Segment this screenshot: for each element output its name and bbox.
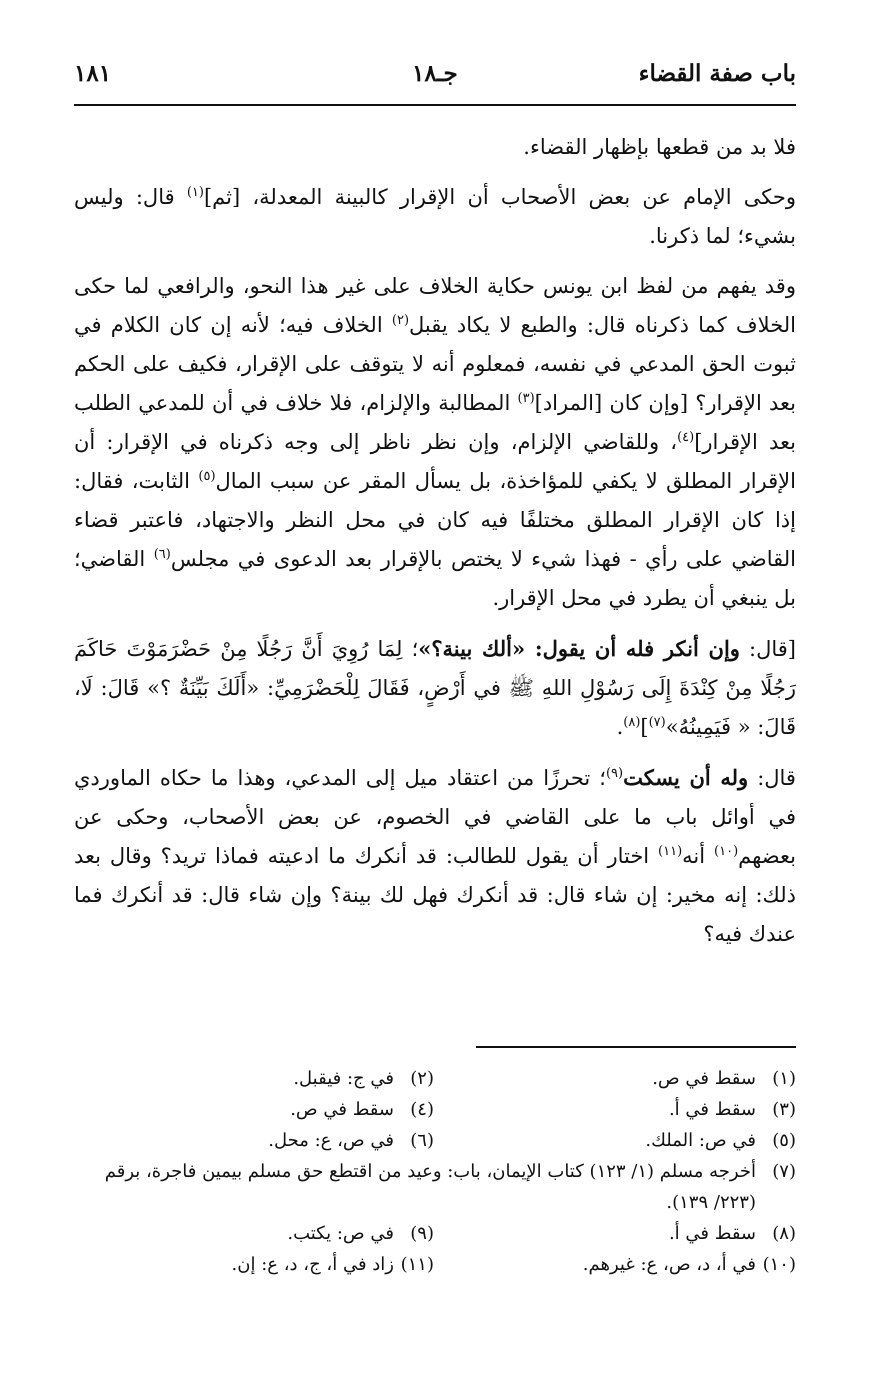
- page-header: [74, 60, 796, 100]
- footnote-5: [436, 1125, 796, 1156]
- footnote-row: [74, 1218, 796, 1249]
- footnote-number: (٦): [410, 1130, 434, 1151]
- footnote-number: (١٠): [762, 1254, 796, 1275]
- footnote-9: [74, 1218, 434, 1249]
- footnote-number: (٧): [772, 1161, 796, 1182]
- volume-label: جـ١٨: [412, 60, 458, 87]
- footnote-number: (٩): [410, 1223, 434, 1244]
- footnote-row: [74, 1249, 796, 1280]
- footnote-7: [74, 1156, 796, 1218]
- footnote-number: (٨): [772, 1223, 796, 1244]
- footnote-ref[interactable]: (٨): [623, 715, 641, 730]
- paragraph-4: [74, 629, 796, 747]
- footnote-4: [74, 1094, 434, 1125]
- footnote-2: [74, 1063, 434, 1094]
- footnote-text: في ص: الملك.: [645, 1130, 756, 1151]
- page-number: ١٨١: [74, 60, 112, 87]
- footnotes: [74, 1063, 796, 1280]
- text-run: .: [616, 715, 624, 739]
- text-run: [قال:: [739, 637, 796, 661]
- header-rule: [74, 104, 796, 106]
- footnote-text: زاد في أ، ج، د، ع: إن.: [231, 1254, 394, 1275]
- footnote-row: [74, 1156, 796, 1218]
- footnote-text: (٢٢٣/ ١٣٩).: [666, 1192, 756, 1213]
- footnote-ref[interactable]: (١): [186, 185, 204, 200]
- footnote-row: [74, 1094, 796, 1125]
- footnote-8: [436, 1218, 796, 1249]
- footnote-text: سقط في ص.: [290, 1099, 394, 1120]
- footnote-11: [74, 1249, 434, 1280]
- footnote-number: (١): [772, 1068, 796, 1089]
- footnote-row: [74, 1125, 796, 1156]
- main-text: [74, 128, 796, 965]
- hadith-text: ؛ لِمَا رُوِيَ أَنَّ رَجُلًا مِنْ حَضْرَمَوْتَ حَاكَمَ رَجُلًا مِنْ كِنْدَةَ إِلَى رَسُوْلِ اللهِ ﷺ في أَرْضٍ، فَقَالَ لِلْحَضْرَمِيِّ: «أَلَكَ بَيِّنَةٌ ؟» قَالَ: لَا، قَالَ: « فَيَمِينُهُ»: [74, 637, 796, 739]
- text-run: ]: [640, 715, 649, 739]
- footnote-number: (٥): [772, 1130, 796, 1151]
- matn-text: وله أن يسكت: [623, 765, 749, 790]
- footnote-text: سقط في أ.: [668, 1099, 756, 1120]
- footnote-text: في أ، د، ص، ع: غيرهم.: [582, 1254, 756, 1275]
- footnote-ref[interactable]: (٦): [153, 547, 171, 562]
- paragraph-1: [74, 128, 796, 167]
- footnote-number: (٤): [410, 1099, 434, 1120]
- text-run: الخلاف فيه؛ لأنه إن كان الكلام في ثبوت الحق المدعي في نفسه، فمعلوم أنه لا يتوقف على الإقرار، فكيف على الحكم بعد الإقرار؟ [وإن كان [المراد]: [74, 313, 796, 415]
- footnote-ref[interactable]: (٩): [605, 766, 624, 781]
- footnote-ref[interactable]: (٤): [677, 430, 695, 445]
- footnote-10: [436, 1249, 796, 1280]
- chapter-title: باب صفة القضاء: [638, 60, 796, 87]
- footnote-number: (٣): [772, 1099, 796, 1120]
- footnote-3: [436, 1094, 796, 1125]
- paragraph-2: [74, 178, 796, 256]
- footnote-number: (٢): [410, 1068, 434, 1089]
- footnote-ref[interactable]: (١١): [658, 844, 683, 859]
- footnote-1: [436, 1063, 796, 1094]
- text-run: الثابت، فقال: إذا كان الإقرار المطلق مختلفًا فيه كان في محل النظر والاجتهاد، فاعتبر قضاء القاضي على رأي - فهذا شيء لا يختص بالإقرار بعد الدعوى في مجلس: [74, 469, 796, 571]
- footnote-text: في ج: فيقبل.: [293, 1068, 394, 1089]
- paragraph-5: [74, 758, 796, 954]
- footnote-6: [74, 1125, 434, 1156]
- text-run: فلا بد من قطعها بإظهار القضاء.: [523, 135, 796, 159]
- footnote-ref[interactable]: (٣): [517, 391, 535, 406]
- footnote-number: (١١): [400, 1254, 434, 1275]
- text-run: قال:: [748, 766, 796, 790]
- paragraph-3: [74, 267, 796, 618]
- text-run: القاضي؛ بل ينبغي أن يطرد في محل الإقرار.: [74, 547, 796, 610]
- text-run: وقد يفهم من لفظ ابن يونس حكاية الخلاف على غير هذا النحو، والرافعي لما حكى الخلاف كما ذكرناه قال: والطبع لا يكاد يقبل: [74, 274, 796, 337]
- footnote-row: [74, 1063, 796, 1094]
- footnote-ref[interactable]: (٥): [198, 469, 216, 484]
- text-run: أنه: [682, 844, 715, 868]
- footnote-ref[interactable]: (١٠): [714, 844, 739, 859]
- text-run: ، وللقاضي الإلزام، وإن نظر ناظر إلى وجه ذكرناه في الإقرار: أن الإقرار المطلق لا يكفي للمؤاخذة، بل يسأل المقر عن سبب المال: [74, 430, 796, 493]
- footnote-text: في ص، ع: محل.: [268, 1130, 394, 1151]
- footnote-text: أخرجه مسلم (١/ ١٢٣) كتاب الإيمان، باب: وعيد من اقتطع حق مسلم بيمين فاجرة، برقم: [104, 1161, 756, 1182]
- matn-text: وإن أنكر فله أن يقول: «ألك بينة؟»: [418, 636, 740, 661]
- text-run: المطالبة والإلزام، فلا خلاف في أن للمدعي الطلب بعد الإقرار]: [74, 391, 796, 454]
- text-run: اختار أن يقول للطالب: قد أنكرك ما ادعيته فماذا تريد؟ وقال بعد ذلك: إنه مخير: إن شاء قال: قد أنكرك فهل لك بينة؟ وإن شاء قال: قد أنكرك فما عندك فيه؟: [74, 844, 796, 946]
- footnote-separator: [476, 1046, 796, 1048]
- footnote-text: في ص: يكتب.: [287, 1223, 394, 1244]
- text-run: ؛ تحرزًا من اعتقاد ميل إلى المدعي، وهذا ما حكاه الماوردي في أوائل باب ما على القاضي في الخصوم، عن بعض الأصحاب، وحكى عن بعضهم: [74, 766, 796, 868]
- text-run: وحكى الإمام عن بعض الأصحاب أن الإقرار كالبينة المعدلة، [ثم]: [203, 185, 796, 209]
- footnote-text: سقط في ص.: [652, 1068, 756, 1089]
- footnote-ref[interactable]: (٢): [391, 313, 410, 328]
- footnote-ref[interactable]: (٧): [648, 715, 666, 730]
- text-run: قال: وليس بشيء؛ لما ذكرنا.: [74, 185, 796, 248]
- footnote-text: سقط في أ.: [668, 1223, 756, 1244]
